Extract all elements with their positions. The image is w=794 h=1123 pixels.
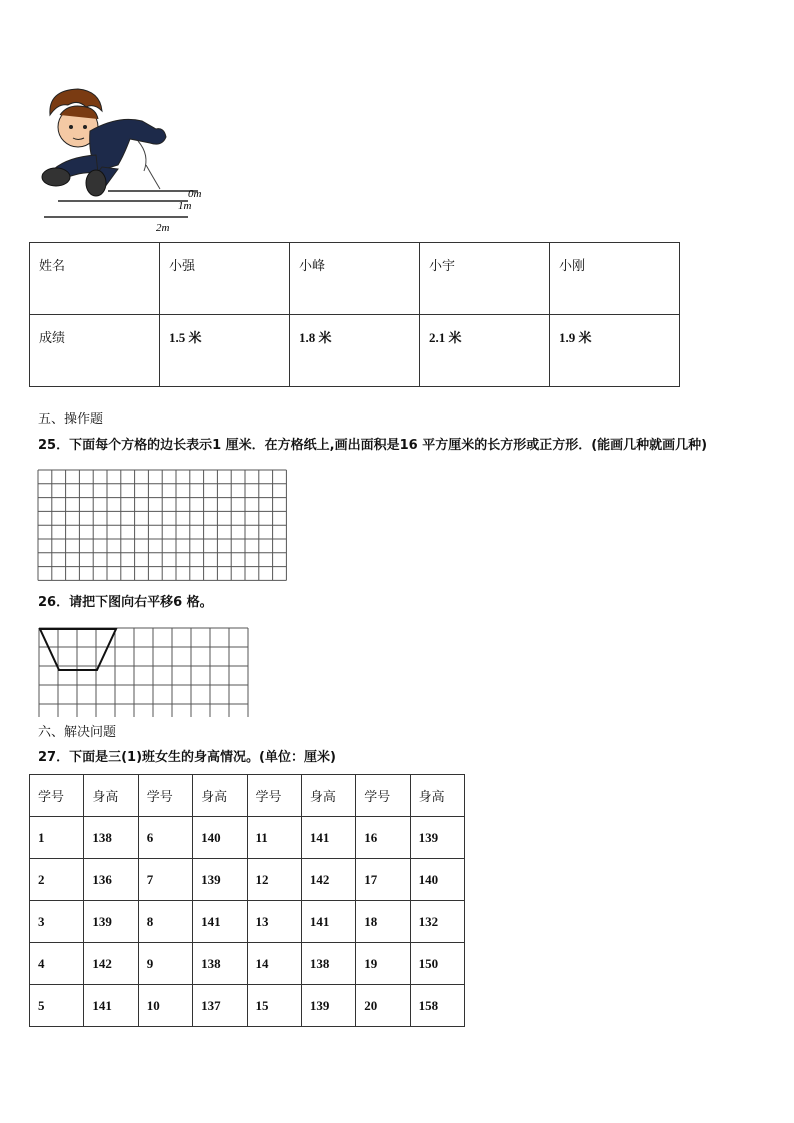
cell: 142 bbox=[84, 943, 138, 985]
cell: 140 bbox=[410, 859, 464, 901]
q25-text: 下面每个方格的边长表示1 厘米．在方格纸上,画出面积是16 平方厘米的长方形或正方形．(能画几种就画几种) bbox=[69, 438, 708, 453]
cell: 138 bbox=[84, 817, 138, 859]
header-cell: 身高 bbox=[410, 775, 464, 817]
cell: 132 bbox=[410, 901, 464, 943]
cell: 20 bbox=[356, 985, 410, 1027]
cell: 138 bbox=[301, 943, 355, 985]
cell: 2 bbox=[30, 859, 84, 901]
table-row bbox=[30, 243, 680, 315]
jumping-boy-illustration bbox=[38, 85, 218, 235]
cell: 150 bbox=[410, 943, 464, 985]
cell: 12 bbox=[247, 859, 301, 901]
header-cell: 学号 bbox=[356, 775, 410, 817]
q26-text: 请把下图向右平移6 格。 bbox=[69, 595, 213, 610]
header-cell: 小刚 bbox=[550, 243, 680, 315]
q26-line bbox=[38, 595, 213, 611]
table-row bbox=[30, 985, 465, 1027]
section5-title: 五、操作题 bbox=[38, 412, 104, 427]
cell: 139 bbox=[193, 859, 247, 901]
cell: 18 bbox=[356, 901, 410, 943]
q25-line bbox=[38, 438, 707, 454]
header-cell: 小峰 bbox=[290, 243, 420, 315]
cell: 9 bbox=[138, 943, 192, 985]
header-cell: 身高 bbox=[84, 775, 138, 817]
cell: 139 bbox=[301, 985, 355, 1027]
value-cell: 1.9 米 bbox=[550, 315, 680, 387]
cell: 158 bbox=[410, 985, 464, 1027]
header-cell: 学号 bbox=[247, 775, 301, 817]
cell: 3 bbox=[30, 901, 84, 943]
cell: 16 bbox=[356, 817, 410, 859]
q25-number: 25． bbox=[38, 438, 70, 453]
cell: 137 bbox=[193, 985, 247, 1027]
cell: 138 bbox=[193, 943, 247, 985]
table-row bbox=[30, 943, 465, 985]
header-cell: 小强 bbox=[160, 243, 290, 315]
value-cell: 1.8 米 bbox=[290, 315, 420, 387]
header-cell: 身高 bbox=[193, 775, 247, 817]
row-label-cell: 成绩 bbox=[30, 315, 160, 387]
cell: 141 bbox=[301, 901, 355, 943]
q26-grid[interactable] bbox=[38, 627, 250, 717]
cell: 140 bbox=[193, 817, 247, 859]
cell: 136 bbox=[84, 859, 138, 901]
cell: 141 bbox=[301, 817, 355, 859]
trapezoid-shape bbox=[40, 629, 116, 670]
q27-line bbox=[38, 750, 336, 766]
height-table bbox=[29, 774, 465, 1027]
cell: 13 bbox=[247, 901, 301, 943]
cell: 17 bbox=[356, 859, 410, 901]
cell: 15 bbox=[247, 985, 301, 1027]
table-row bbox=[30, 817, 465, 859]
cell: 4 bbox=[30, 943, 84, 985]
cell: 10 bbox=[138, 985, 192, 1027]
jump-results-table bbox=[29, 242, 680, 387]
label-2m: 2m bbox=[156, 222, 170, 234]
cell: 139 bbox=[410, 817, 464, 859]
q25-grid[interactable] bbox=[37, 469, 287, 581]
table-row bbox=[30, 901, 465, 943]
cell: 19 bbox=[356, 943, 410, 985]
label-1m: 1m bbox=[178, 200, 192, 212]
header-cell: 姓名 bbox=[30, 243, 160, 315]
cell: 6 bbox=[138, 817, 192, 859]
value-cell: 2.1 米 bbox=[420, 315, 550, 387]
cell: 5 bbox=[30, 985, 84, 1027]
cell: 8 bbox=[138, 901, 192, 943]
header-cell: 学号 bbox=[30, 775, 84, 817]
header-cell: 身高 bbox=[301, 775, 355, 817]
q26-number: 26． bbox=[38, 595, 70, 610]
table-row bbox=[30, 775, 465, 817]
cell: 139 bbox=[84, 901, 138, 943]
cell: 141 bbox=[84, 985, 138, 1027]
cell: 14 bbox=[247, 943, 301, 985]
q27-number: 27． bbox=[38, 750, 70, 765]
cell: 1 bbox=[30, 817, 84, 859]
q27-text: 下面是三(1)班女生的身高情况。(单位：厘米) bbox=[69, 750, 336, 765]
cell: 11 bbox=[247, 817, 301, 859]
section6-title: 六、解决问题 bbox=[38, 725, 117, 740]
cell: 7 bbox=[138, 859, 192, 901]
cell: 142 bbox=[301, 859, 355, 901]
table-row bbox=[30, 315, 680, 387]
header-cell: 学号 bbox=[138, 775, 192, 817]
cell: 141 bbox=[193, 901, 247, 943]
label-0m: 0m bbox=[188, 188, 202, 200]
header-cell: 小宇 bbox=[420, 243, 550, 315]
value-cell: 1.5 米 bbox=[160, 315, 290, 387]
table-row bbox=[30, 859, 465, 901]
